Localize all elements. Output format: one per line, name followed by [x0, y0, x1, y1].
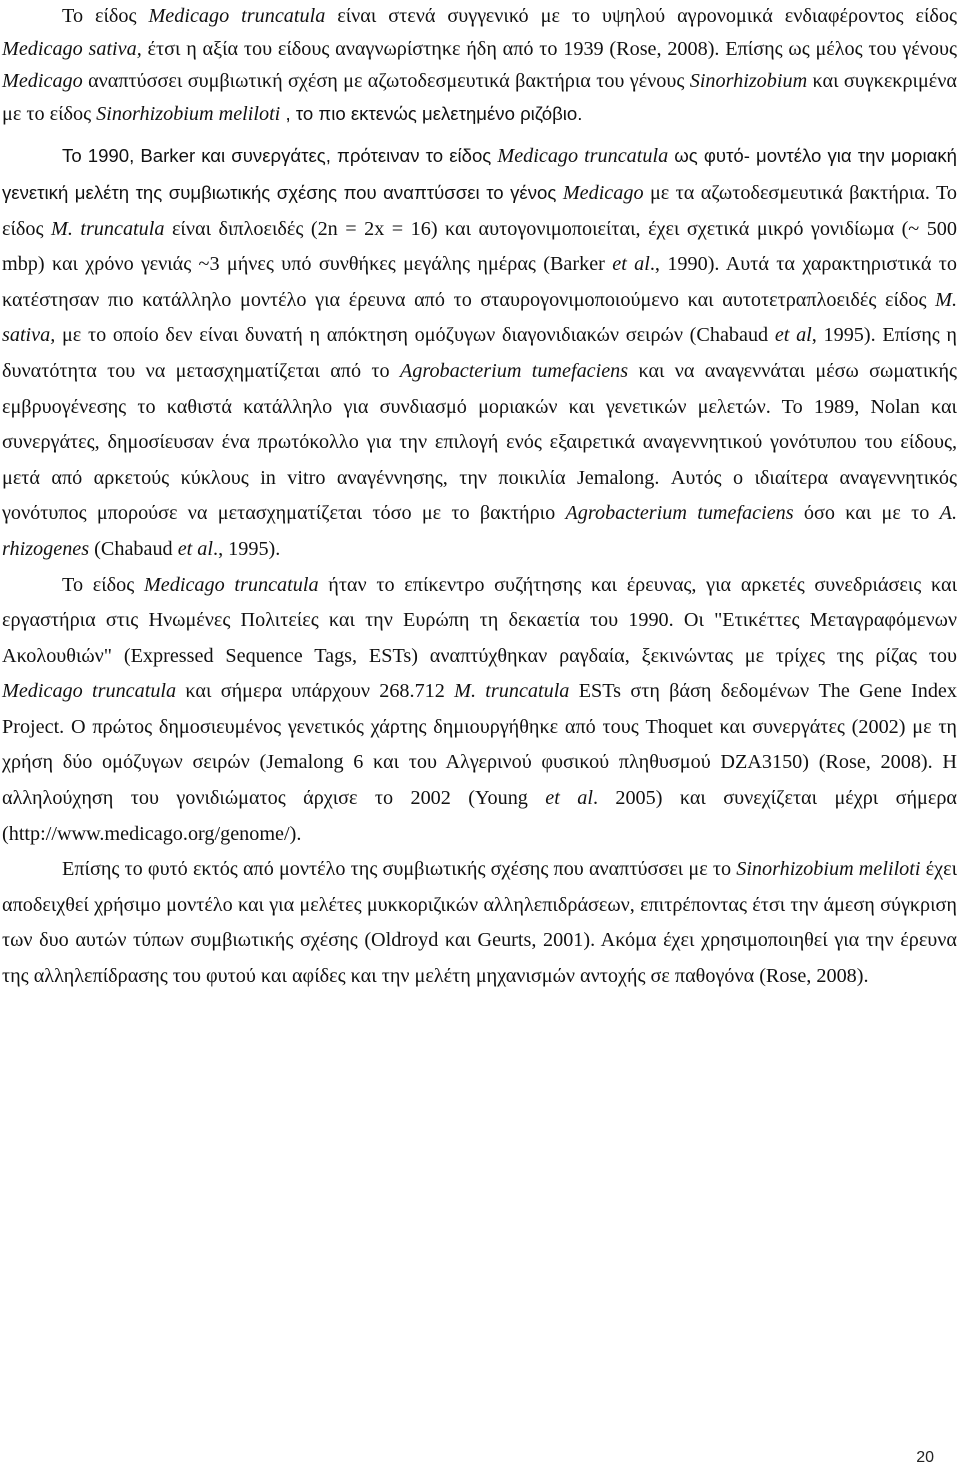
text-run: έχει αποδειχθεί χρήσιμο μοντέλο και για μελέτες μυκκοριζικών αλληλεπιδράσεων, επιτρέποντας έτσι την άμεση σύγκριση των δυο αυτών τύπων συμβιωτικής σχέσης (Oldroyd και Geurts, 2001). Ακόμα έχει χρησιμοποιηθεί για την έρευνα της αλληλεπίδρασης του φυτού και αφίδες και την μελέτη μηχανισμών αντοχής σε παθογόνα (Rose, 2008). — [2, 858, 957, 988]
italic-run: Medicago — [2, 70, 83, 93]
text-run: ., 1990). Αυτά τα χαρακτηριστικά το κατέστησαν πιο κατάλληλο μοντέλο για έρευνα από το σταυρογονιμοποιούμενο και αυτοτετραπλοειδές είδος — [2, 253, 957, 311]
italic-run: Medicago sativa, — [2, 37, 142, 60]
italic-run: Medicago truncatula — [2, 680, 177, 703]
italic-run: Medicago truncatula — [148, 5, 326, 27]
italic-run: M. sativa, — [2, 288, 957, 347]
text-run: Επίσης το φυτό εκτός από μοντέλο της συμβιωτικής σχέσης που αναπτύσσει με το — [62, 858, 737, 881]
text-run: , 1995). Επίσης η δυνατότητα του να μετασχηματίζεται από το — [2, 324, 957, 382]
paragraph-2 — [2, 138, 957, 567]
paragraph-3 — [2, 568, 957, 853]
italic-run: Medicago truncatula — [143, 573, 319, 596]
text-run: Το 1990, Barker και συνεργάτες, πρότειναν το είδος — [62, 145, 498, 167]
paragraph-1 — [2, 0, 957, 130]
paragraph-4 — [2, 852, 957, 994]
text-run: ήταν το επίκεντρο συζήτησης και έρευνας, για αρκετές συνεδριάσεις και εργαστήρια στις Ηνωμένες Πολιτείες και την Ευρώπη τη δεκαετία του 1990. Οι "Ετικέττες Μεταγραφόμενων Ακολουθιών" (Expressed Sequence Tags, ESTs) αναπτύχθηκαν ραγδαία, ξεκινώντας με τρίχες της ρίζας του — [2, 573, 958, 667]
italic-run: Sinorhizobium meliloti — [96, 102, 281, 125]
text-run: ως φυτό- μοντέλο για την μοριακή γενετική μελέτη της συμβιωτικής σχέσης που αναπτύσσει το γένος — [2, 145, 957, 203]
italic-run: Sinorhizobium meliloti — [736, 858, 921, 881]
text-run: και σήμερα υπάρχουν 268.712 — [176, 680, 455, 703]
text-run: . 2005) και συνεχίζεται μέχρι σήμερα (http://www.medicago.org/genome/). — [2, 787, 957, 845]
italic-run: Sinorhizobium — [689, 70, 808, 93]
text-run: αναπτύσσει συμβιωτική σχέση με αζωτοδεσμευτικά βακτήρια του γένους — [82, 70, 690, 93]
text-run: με το οποίο δεν είναι δυνατή η απόκτηση ομόζυγων διαγονιδιακών σειρών (Chabaud — [55, 324, 775, 347]
text-run: όσο και με το — [793, 502, 940, 525]
text-run: , το πιο εκτενώς μελετημένο ριζόβιο. — [280, 102, 583, 124]
italic-run: M. truncatula — [454, 680, 570, 703]
text-run: είναι διπλοειδές (2n = 2x = 16) και αυτογονιμοποιείται, έχει σχετικά μικρό γονιδίωμα (~ 500 mbp) και χρόνο γενιάς ~3 μήνες υπό συνθήκες μεγάλης ημέρας (Barker — [2, 217, 957, 276]
text-run: ., 1995). — [213, 537, 281, 560]
italic-run: et al — [774, 324, 812, 347]
text-run: και να αναγεννάται μέσω σωματικής εμβρυογένεσης το καθιστά κατάλληλο για συνδιασμό μοριακών και γενετικών μελετών. Το 1989, Nolan και συνεργάτες, δημοσίευσαν ένα πρωτόκολλο για την επιλογή ενός εξαιρετικά αναγεννητικού γονότυπου του είδους, μετά από αρκετούς κύκλους in vitro αναγέννησης, την ποικιλία Jemalong. Αυτός ο ιδιαίτερα αναγεννητικός γονότυπος μπορούσε να μετασχηματίζεται τόσο με το βακτήριο — [2, 359, 957, 525]
page-number: 20 — [916, 1449, 934, 1466]
italic-run: M. truncatula — [51, 217, 165, 240]
italic-run: Agrobacterium tumefaciens — [565, 502, 794, 525]
italic-run: et al — [612, 253, 650, 276]
italic-run: et al — [545, 787, 593, 810]
text-run: (Chabaud — [89, 537, 178, 560]
italic-run: Medicago — [562, 181, 644, 204]
text-run: Το είδος — [62, 573, 144, 596]
text-run: και συγκεκριμένα με το είδος — [2, 70, 957, 125]
italic-run: A. rhizogenes — [2, 502, 957, 560]
italic-run: Agrobacterium tumefaciens — [399, 359, 629, 382]
text-run: είναι στενά συγγενικό με το υψηλού αγρονομικά ενδιαφέροντος είδος — [325, 5, 958, 27]
text-run: ESTs στη βάση δεδομένων The Gene Index Project. Ο πρώτος δημοσιευμένος γενετικός χάρτης δημιουργήθηκε από τους Thoquet και συνεργάτες (2002) με τη χρήση δύο ομόζυγων σειρών (Jemalong 6 και του Αλγερινού φυσικού πληθυσμού DZA3150) (Rose, 2008). Η αλληλούχηση του γονιδιώματος άρχισε το 2002 (Young — [2, 680, 957, 810]
text-run: με τα αζωτοδεσμευτικά βακτήρια. Το είδος — [2, 181, 957, 240]
italic-run: Medicago truncatula — [497, 145, 669, 168]
italic-run: et al — [177, 537, 214, 560]
text-run: Το είδος — [62, 5, 149, 27]
body-text — [2, 0, 957, 995]
text-run: έτσι η αξία του είδους αναγνωρίστηκε ήδη από το 1939 (Rose, 2008). Επίσης ως μέλος του γένους — [141, 37, 957, 60]
